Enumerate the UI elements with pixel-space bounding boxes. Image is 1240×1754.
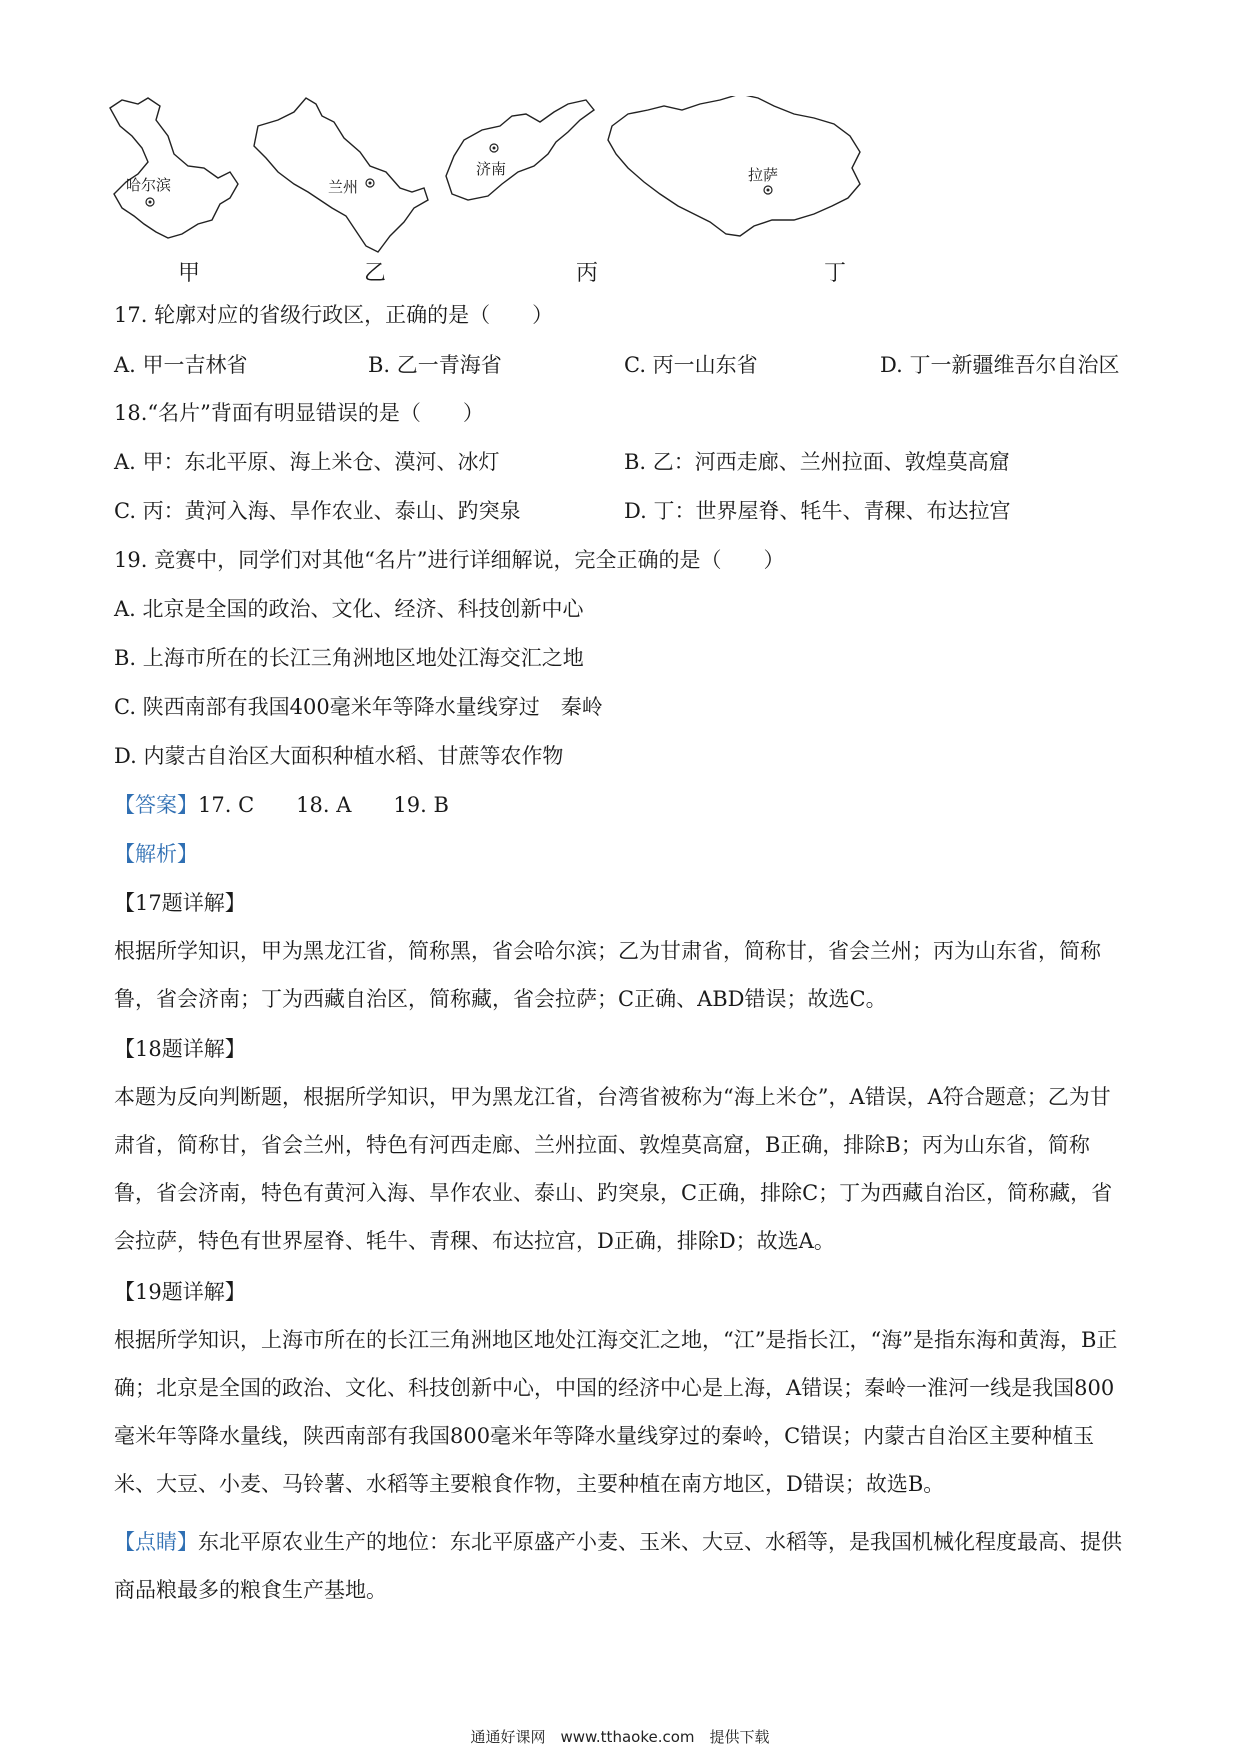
detail-19-title: 【19题详解】 — [114, 1280, 246, 1304]
analysis-label: 【解析】 — [114, 842, 198, 866]
detail-17-body: 根据所学知识，甲为黑龙江省，简称黑，省会哈尔滨；乙为甘肃省，简称甘，省会兰州；丙为山东省，简称鲁，省会济南；丁为西藏自治区，简称藏，省会拉萨；C正确、ABD错误；故选C。 — [114, 939, 1101, 1011]
page-footer: 通通好课网 www.tthaoke.com 提供下载 — [470, 1728, 770, 1746]
map-caption-yi: 乙 — [364, 261, 387, 286]
dianjing-label: 【点睛】 — [114, 1530, 198, 1554]
map-caption-bing: 丙 — [576, 261, 599, 286]
q19-option-c: C. 陕西南部有我国400毫米年等降水量线穿过 秦岭 — [114, 695, 603, 719]
q19-option-b: B. 上海市所在的长江三角洲地区地处江海交汇之地 — [114, 646, 584, 670]
q18-option-d: D. 丁：世界屋脊、牦牛、青稞、布达拉宫 — [624, 499, 1011, 523]
detail-19-body: 根据所学知识，上海市所在的长江三角洲地区地处江海交汇之地，“江”是指长江，“海”是指东海和黄海，B正确；北京是全国的政治、文化、科技创新中心，中国的经济中心是上海，A错误；秦岭一淮河一线是我国800毫米年等降水量线，陕西南部有我国800毫米年等降水量线穿过的秦岭，C错误；内蒙古自治区主要种植玉米、大豆、小麦、马铃薯、水稻等主要粮食作物，主要种植在南方地区，D错误；故选B。 — [114, 1328, 1118, 1496]
q18-option-b: B. 乙：河西走廊、兰州拉面、敦煌莫高窟 — [624, 450, 1010, 474]
outline-yi — [254, 98, 428, 252]
q17-stem: 17. 轮廓对应的省级行政区，正确的是（ ） — [114, 303, 554, 327]
q18-stem: 18.“名片”背面有明显错误的是（ ） — [114, 401, 484, 425]
q17-option-c: C. 丙一山东省 — [624, 353, 758, 377]
outline-ding — [608, 96, 860, 236]
city-label-jinan: 济南 — [476, 160, 507, 178]
city-label-lhasa: 拉萨 — [748, 166, 779, 184]
q18-option-c: C. 丙：黄河入海、旱作农业、泰山、趵突泉 — [114, 499, 521, 523]
q19-option-a: A. 北京是全国的政治、文化、经济、科技创新中心 — [114, 597, 584, 621]
q19-option-d: D. 内蒙古自治区大面积种植水稻、甘蔗等农作物 — [114, 744, 564, 768]
answer-label: 【答案】 — [114, 793, 198, 817]
q19-stem: 19. 竞赛中，同学们对其他“名片”进行详细解说，完全正确的是（ ） — [114, 548, 785, 572]
detail-17-title: 【17题详解】 — [114, 891, 246, 915]
answer-text: 17. C 18. A 19. B — [198, 793, 449, 817]
city-label-lanzhou: 兰州 — [328, 178, 359, 196]
q18-option-a: A. 甲：东北平原、海上米仓、漠河、冰灯 — [114, 450, 500, 474]
q17-option-b: B. 乙一青海省 — [368, 353, 502, 377]
q17-option-d: D. 丁一新疆维吾尔自治区 — [880, 353, 1120, 377]
answer-line — [114, 790, 449, 820]
province-outlines-svg — [108, 96, 988, 286]
q17-option-a: A. 甲一吉林省 — [114, 353, 248, 377]
province-outline-maps — [108, 96, 988, 286]
map-caption-ding: 丁 — [824, 261, 847, 286]
detail-18-title: 【18题详解】 — [114, 1037, 246, 1061]
map-caption-jia: 甲 — [178, 261, 201, 286]
detail-18-body: 本题为反向判断题，根据所学知识，甲为黑龙江省，台湾省被称为“海上米仓”，A错误，A符合题意；乙为甘肃省，简称甘，省会兰州，特色有河西走廊、兰州拉面、敦煌莫高窟，B正确，排除B；丙为山东省，简称鲁，省会济南，特色有黄河入海、旱作农业、泰山、趵突泉，C正确，排除C；丁为西藏自治区，简称藏，省会拉萨，特色有世界屋脊、牦牛、青稞、布达拉宫，D正确，排除D；故选A。 — [114, 1085, 1113, 1253]
dianjing-paragraph — [114, 1518, 1124, 1614]
dianjing-body: 东北平原农业生产的地位：东北平原盛产小麦、玉米、大豆、水稻等，是我国机械化程度最高、提供商品粮最多的粮食生产基地。 — [114, 1530, 1122, 1602]
outline-jia — [110, 98, 238, 238]
outline-bing — [446, 100, 594, 200]
city-label-harbin: 哈尔滨 — [126, 176, 172, 194]
